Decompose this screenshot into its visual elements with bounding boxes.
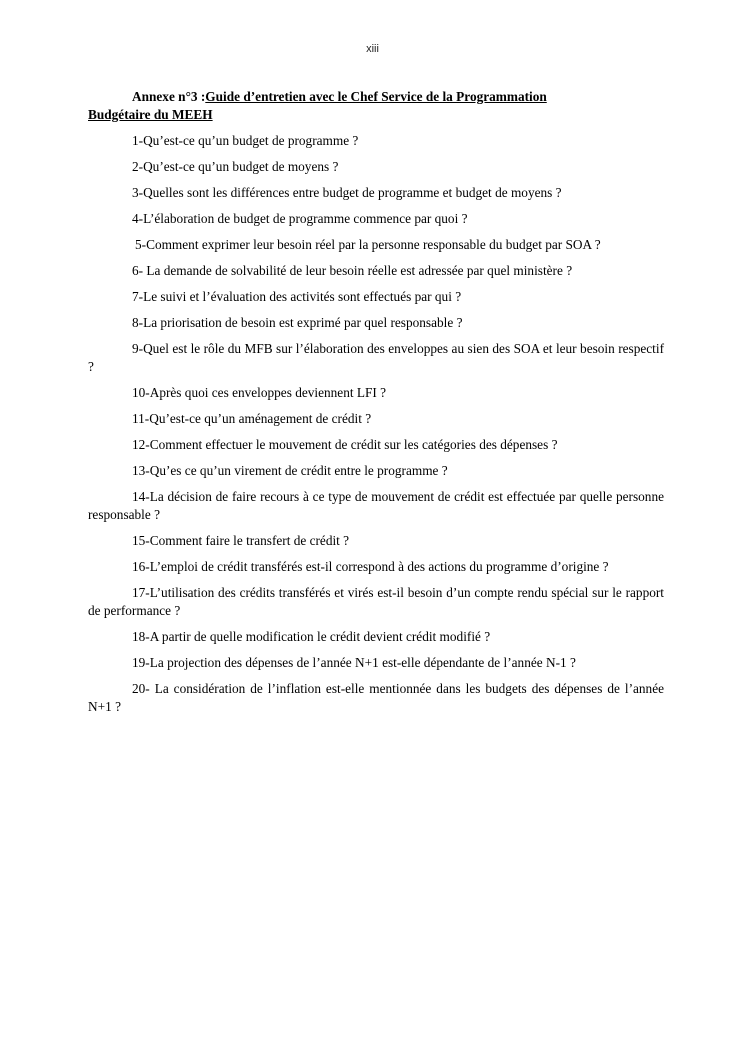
- question-2: 2-Qu’est-ce qu’un budget de moyens ?: [132, 159, 339, 174]
- question-13: 13-Qu’es ce qu’un virement de crédit entre le programme ?: [132, 463, 448, 478]
- question-8: 8-La priorisation de besoin est exprimé par quel responsable ?: [132, 315, 463, 330]
- document-body: [88, 88, 664, 724]
- question-16: 16-L’emploi de crédit transférés est-il correspond à des actions du programme d’origine ?: [132, 559, 609, 574]
- question-17: 17-L’utilisation des crédits transférés et virés est-il besoin d’un compte rendu spécial sur le rapport de performance ?: [88, 585, 664, 618]
- annex-heading: [88, 88, 664, 124]
- question-19: 19-La projection des dépenses de l’année N+1 est-elle dépendante de l’année N-1 ?: [132, 655, 576, 670]
- question-10: 10-Après quoi ces enveloppes deviennent LFI ?: [132, 385, 387, 400]
- question-14: 14-La décision de faire recours à ce type de mouvement de crédit est effectuée par quelle personne responsable ?: [88, 489, 664, 522]
- question-4: 4-L’élaboration de budget de programme commence par quoi ?: [132, 211, 468, 226]
- page-number: xiii: [366, 43, 379, 55]
- annex-label: Annexe n°3 :: [132, 89, 206, 104]
- question-7: 7-Le suivi et l’évaluation des activités sont effectués par qui ?: [132, 289, 462, 304]
- question-3: 3-Quelles sont les différences entre budget de programme et budget de moyens ?: [132, 185, 562, 200]
- question-11: 11-Qu’est-ce qu’un aménagement de crédit ?: [132, 411, 372, 426]
- question-20: 20- La considération de l’inflation est-elle mentionnée dans les budgets des dépenses de l’année N+1 ?: [88, 681, 664, 714]
- question-15: 15-Comment faire le transfert de crédit ?: [132, 533, 350, 548]
- question-6: 6- La demande de solvabilité de leur besoin réelle est adressée par quel ministère ?: [132, 263, 573, 278]
- question-5: 5-Comment exprimer leur besoin réel par la personne responsable du budget par SOA ?: [135, 237, 601, 252]
- question-12: 12-Comment effectuer le mouvement de crédit sur les catégories des dépenses ?: [132, 437, 558, 452]
- question-18: 18-A partir de quelle modification le crédit devient crédit modifié ?: [132, 629, 491, 644]
- annex-title-line2: Budgétaire du MEEH: [88, 107, 213, 122]
- question-9: 9-Quel est le rôle du MFB sur l’élaboration des enveloppes au sien des SOA et leur besoin respectif ?: [88, 341, 664, 374]
- annex-title-line1: Guide d’entretien avec le Chef Service de la Programmation: [205, 89, 547, 104]
- question-1: 1-Qu’est-ce qu’un budget de programme ?: [132, 133, 359, 148]
